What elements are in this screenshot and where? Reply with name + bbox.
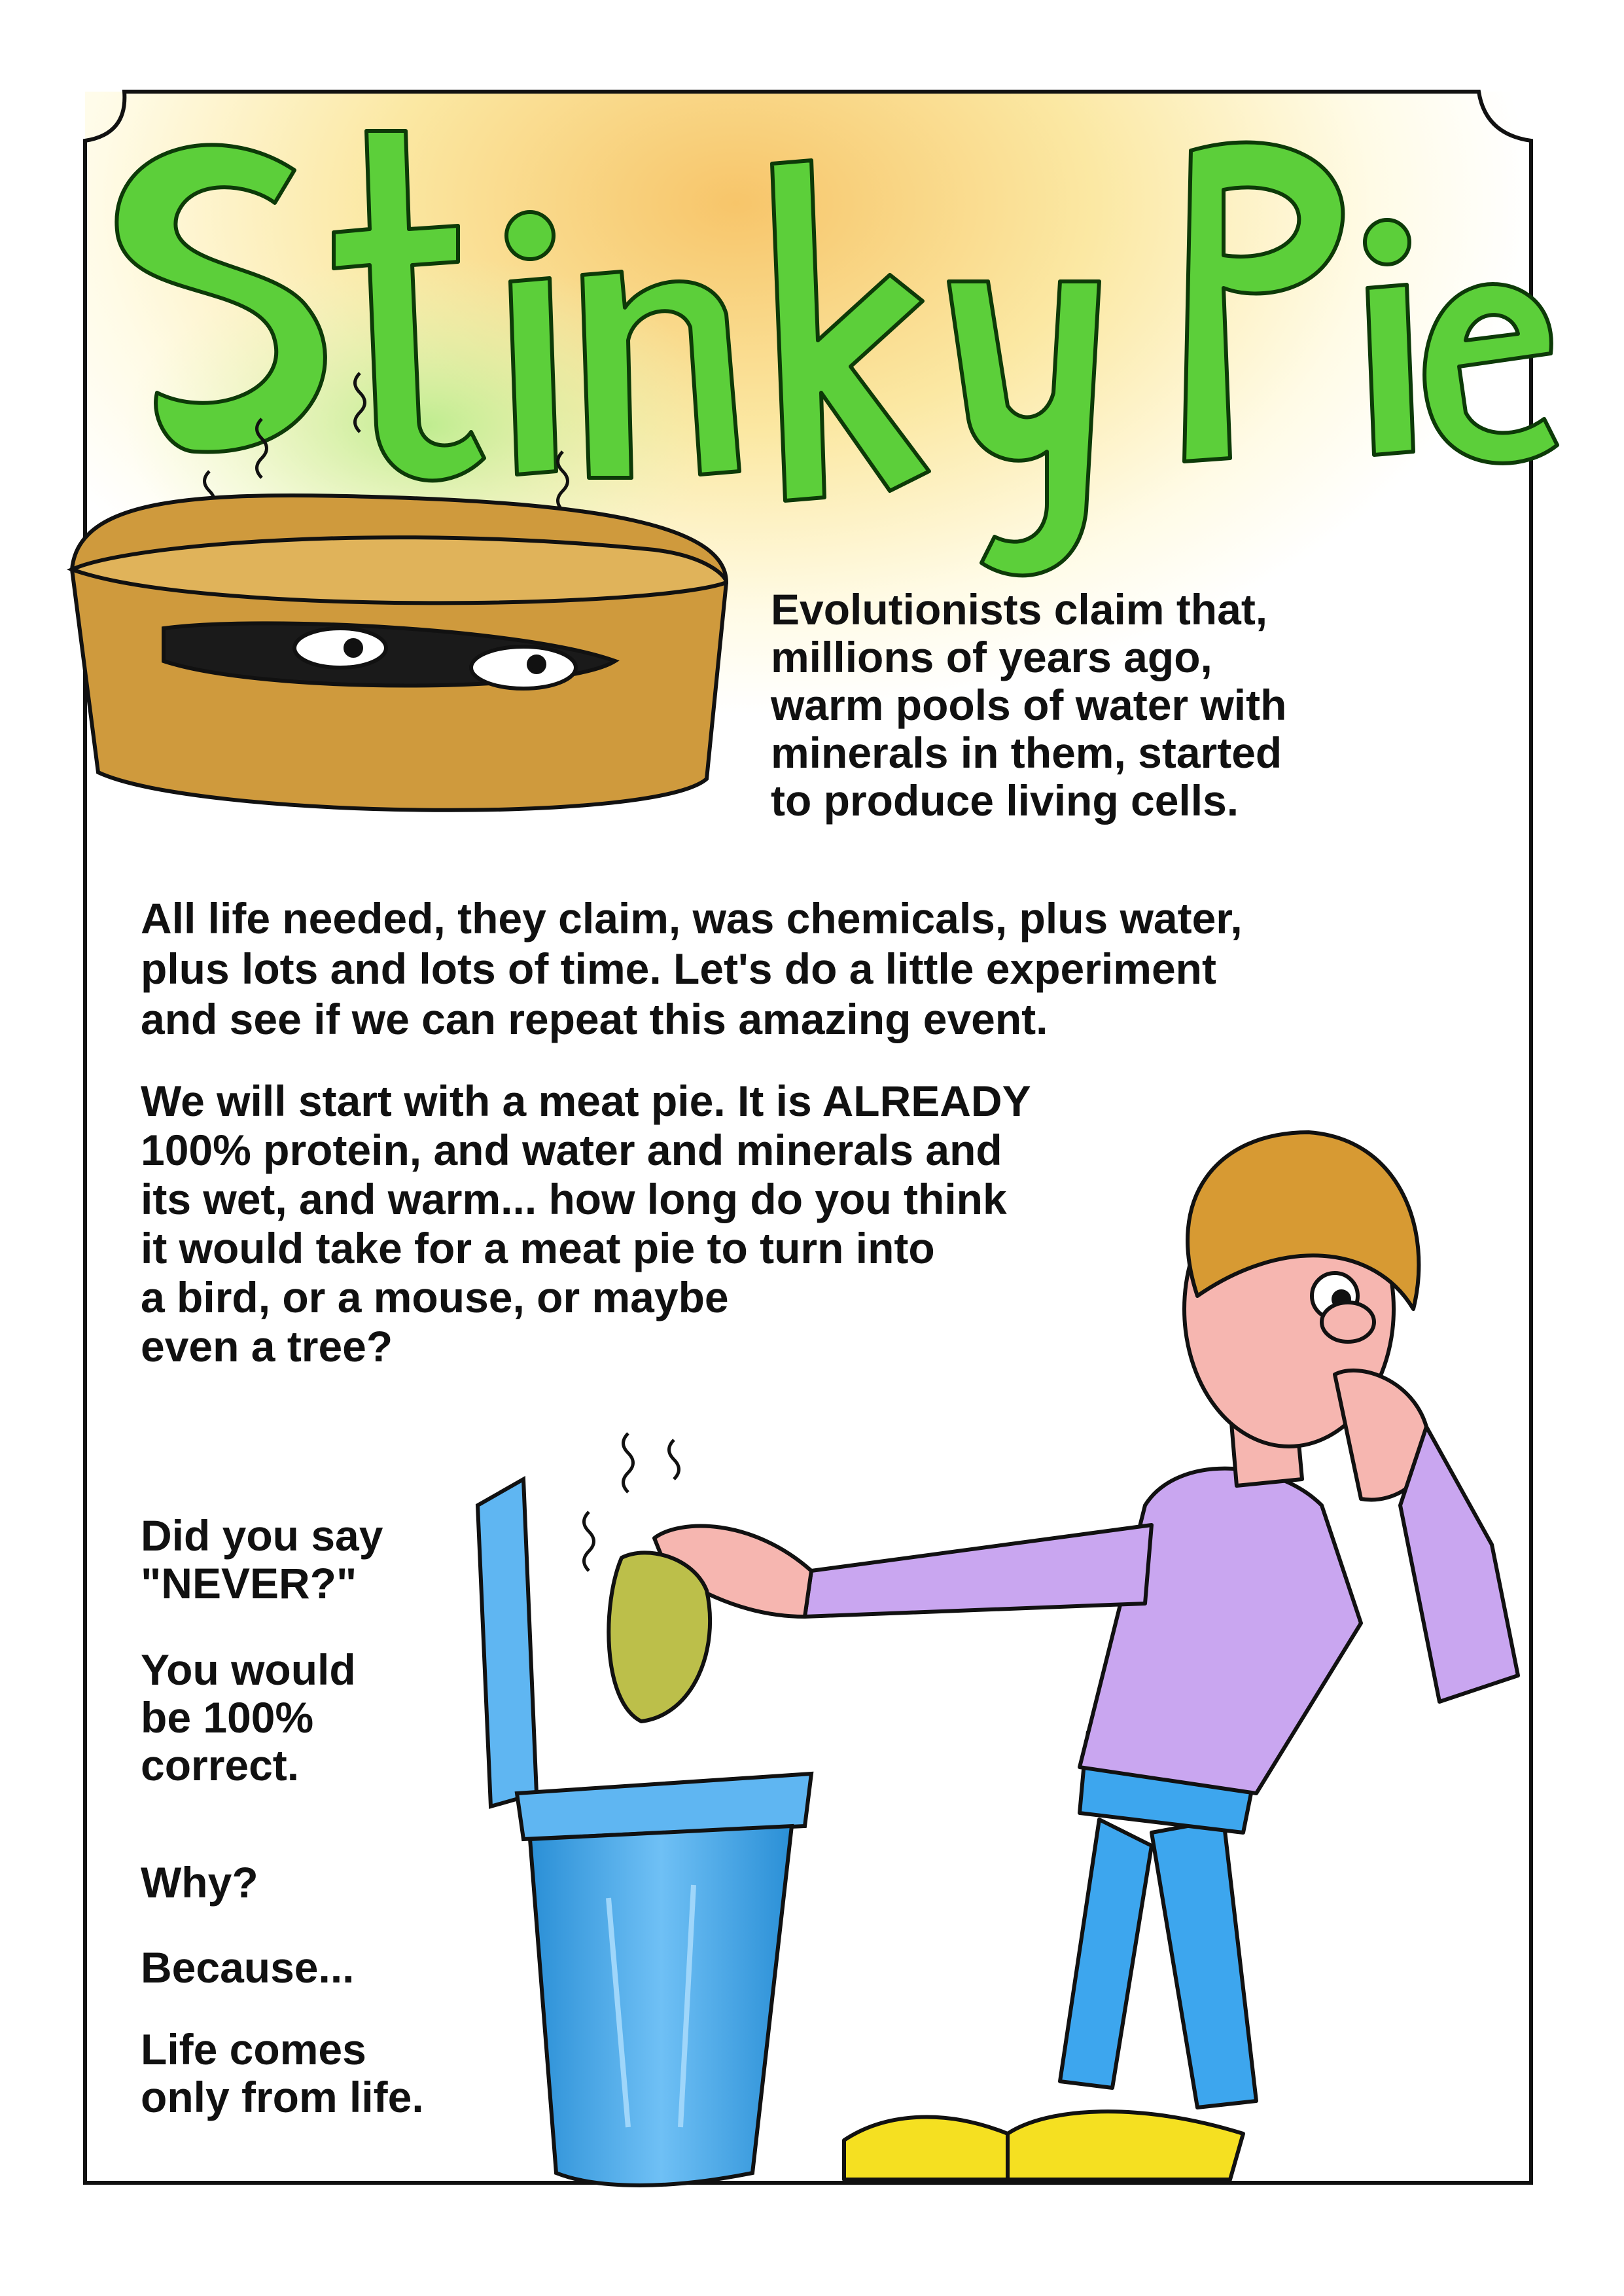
text-line: even a tree? <box>141 1322 393 1371</box>
text-line: and see if we can repeat this amazing event. <box>141 995 1048 1043</box>
text-line: We will start with a meat pie. It is ALREADY <box>141 1077 1031 1125</box>
intro-paragraph <box>771 586 1286 825</box>
conclusion-block <box>141 2026 424 2121</box>
why-line: Why? <box>141 1858 258 1907</box>
text-line: its wet, and warm... how long do you think <box>141 1175 1007 1223</box>
conclusion-line: only from life. <box>141 2073 424 2121</box>
answer-block <box>141 1646 356 1789</box>
text-line: it would take for a meat pie to turn into <box>141 1224 935 1272</box>
text-line: millions of years ago, <box>771 633 1212 681</box>
text-line: warm pools of water with <box>771 681 1287 729</box>
question-block <box>141 1512 383 1607</box>
text-line: Evolutionists claim that, <box>771 585 1268 634</box>
answer-line: correct. <box>141 1741 300 1789</box>
question-line: Did you say <box>141 1511 383 1560</box>
conclusion-line: Life comes <box>141 2025 366 2073</box>
because-line: Because... <box>141 1943 355 1992</box>
question-line: "NEVER?" <box>141 1559 357 1607</box>
meat-pie-paragraph <box>141 1077 1031 1371</box>
text-line: minerals in them, started <box>771 728 1282 777</box>
answer-line: You would <box>141 1645 356 1694</box>
text-line: All life needed, they claim, was chemicals, plus water, <box>141 894 1243 942</box>
stinky-pie-icon <box>72 495 726 810</box>
text-line: a bird, or a mouse, or maybe <box>141 1273 729 1321</box>
experiment-paragraph <box>141 893 1243 1045</box>
text-line: plus lots and lots of time. Let's do a little experiment <box>141 944 1216 993</box>
text-line: 100% protein, and water and minerals and <box>141 1126 1002 1174</box>
answer-line: be 100% <box>141 1693 314 1742</box>
text-line: to produce living cells. <box>771 776 1239 825</box>
